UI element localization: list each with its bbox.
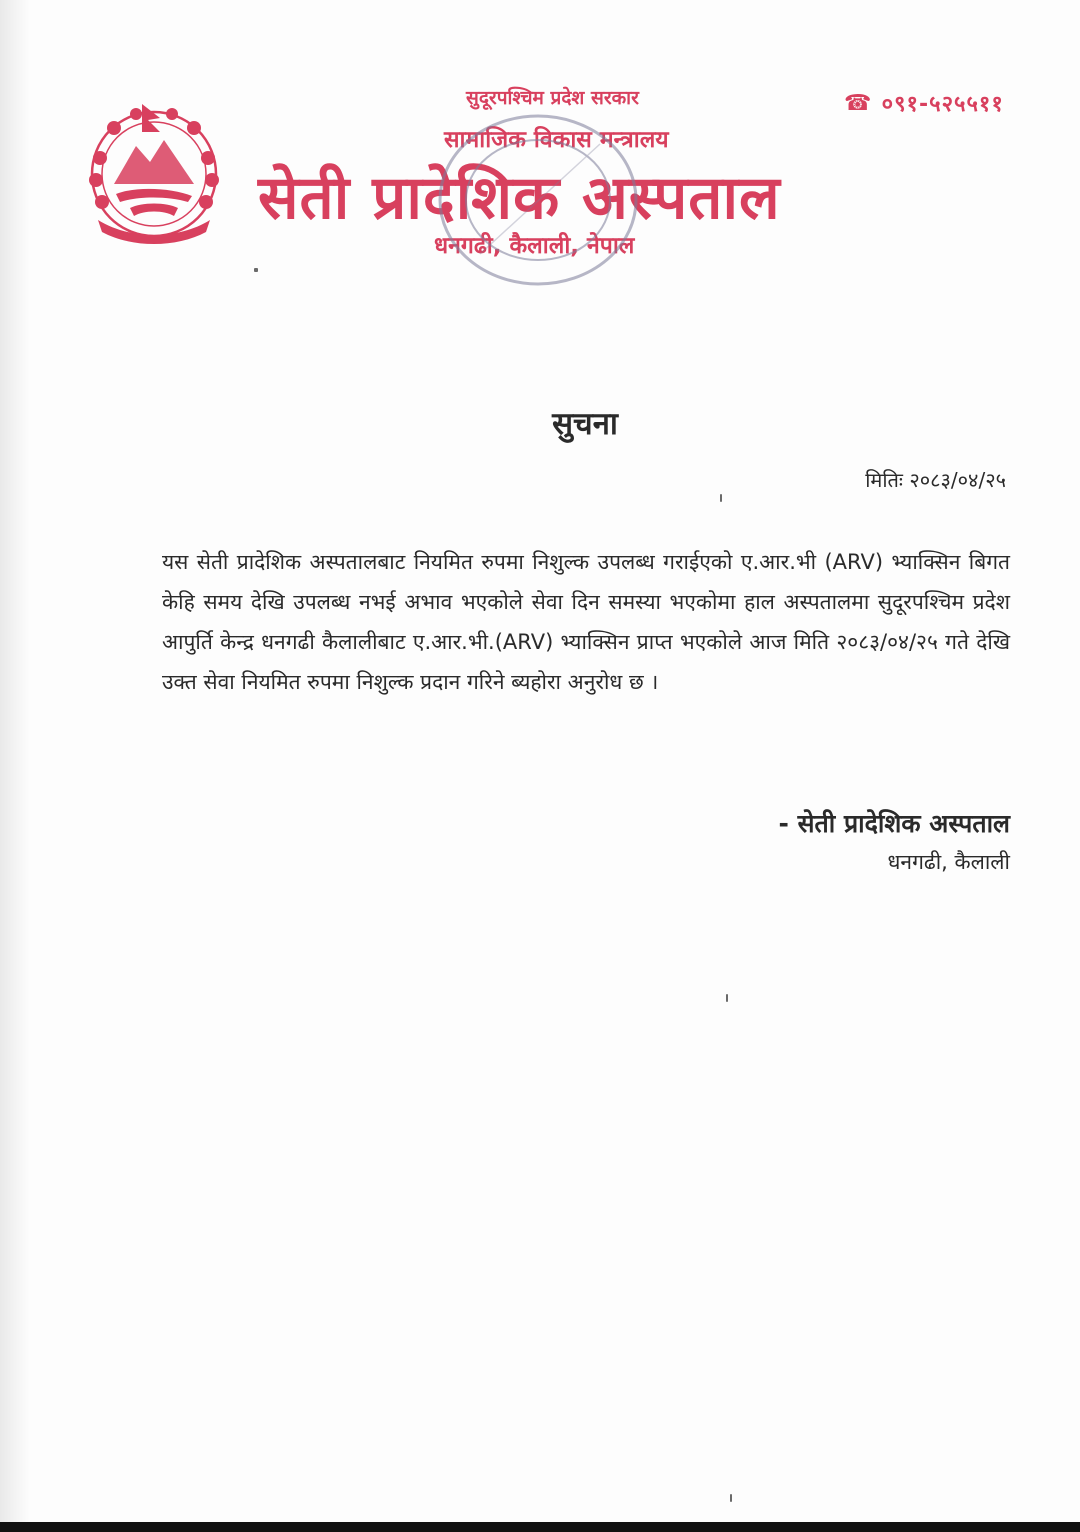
hospital-seal-stamp [430, 104, 646, 294]
hospital-name: सेती प्रादेशिक अस्पताल [258, 163, 781, 233]
government-name: सुदूरपश्चिम प्रदेश सरकार [466, 87, 639, 109]
scan-speck [726, 994, 728, 1002]
signature-name: - सेती प्रादेशिक अस्पताल [778, 809, 1010, 838]
ministry-name: सामाजिक विकास मन्त्रालय [444, 127, 669, 153]
scan-speck [730, 1494, 732, 1502]
scan-edge-shadow [0, 0, 30, 1532]
scan-bottom-edge [0, 1522, 1080, 1532]
signature-place: धनगढी, कैलाली [887, 850, 1010, 874]
phone-number: ०९१-५२५५११ [881, 92, 1004, 117]
phone-number-block [844, 88, 1024, 122]
telephone-icon: ☎ [844, 90, 872, 116]
nepal-government-emblem [80, 98, 228, 248]
scan-speck [720, 494, 722, 502]
notice-title: सुचना [552, 406, 618, 442]
notice-body: यस सेती प्रादेशिक अस्पतालबाट नियमित रुपमा निशुल्क उपलब्ध गराईएको ए.आर.भी (ARV) भ्याक्सिन बिगत केहि समय देखि उपलब्ध नभई अभाव भएकोले सेवा दिन समस्या भएकोमा हाल अस्पतालमा सुदूरपश्चिम प्रदेश आपुर्ति केन्द्र धनगढी कैलालीबाट ए.आर.भी.(ARV) भ्याक्सिन प्राप्त भएकोले आज मिति २०८३/०४/२५ गते देखि उक्त सेवा नियमित रुपमा निशुल्क प्रदान गरिने ब्यहोरा अनुरोध छ । [162, 550, 1010, 694]
hospital-address: धनगढी, कैलाली, नेपाल [434, 233, 635, 259]
notice-date: मितिः २०८३/०४/२५ [865, 468, 1006, 492]
scan-speck [254, 268, 258, 272]
